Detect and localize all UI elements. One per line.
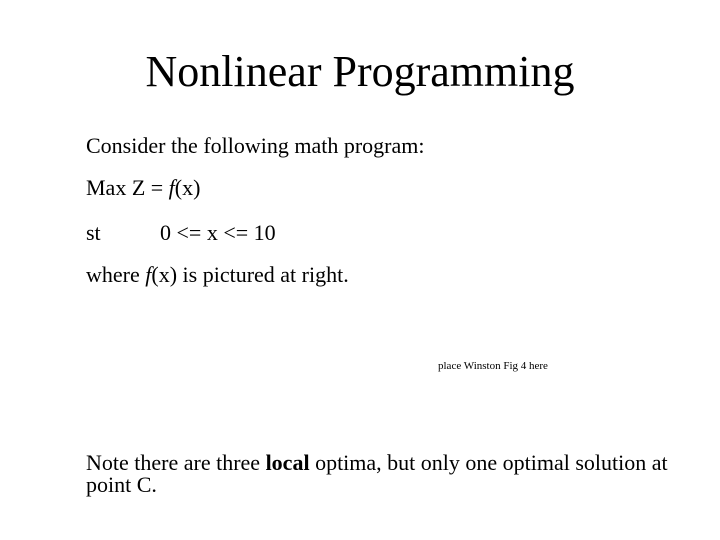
objective-function: f — [168, 175, 175, 200]
intro-text: Consider the following math program: — [86, 133, 425, 158]
note-before: Note there are three — [86, 450, 266, 475]
objective-line — [86, 175, 200, 201]
constraint-label: st — [86, 220, 101, 245]
note-text — [86, 452, 686, 496]
where-prefix: where — [86, 262, 146, 287]
where-function: f — [145, 262, 152, 287]
note-bold-word: local — [265, 450, 310, 475]
note-after: optima, but only one optimal solution at point C. — [86, 450, 668, 497]
slide-title: Nonlinear Programming — [145, 47, 575, 96]
where-suffix: (x) is pictured at right. — [151, 262, 349, 287]
figure-placeholder: place Winston Fig 4 here — [438, 360, 548, 372]
objective-prefix: Max Z = — [86, 175, 169, 200]
where-line — [86, 262, 349, 288]
constraint-expression: 0 <= x <= 10 — [160, 220, 276, 245]
objective-argument: (x) — [174, 175, 201, 200]
constraint-line — [86, 220, 276, 246]
